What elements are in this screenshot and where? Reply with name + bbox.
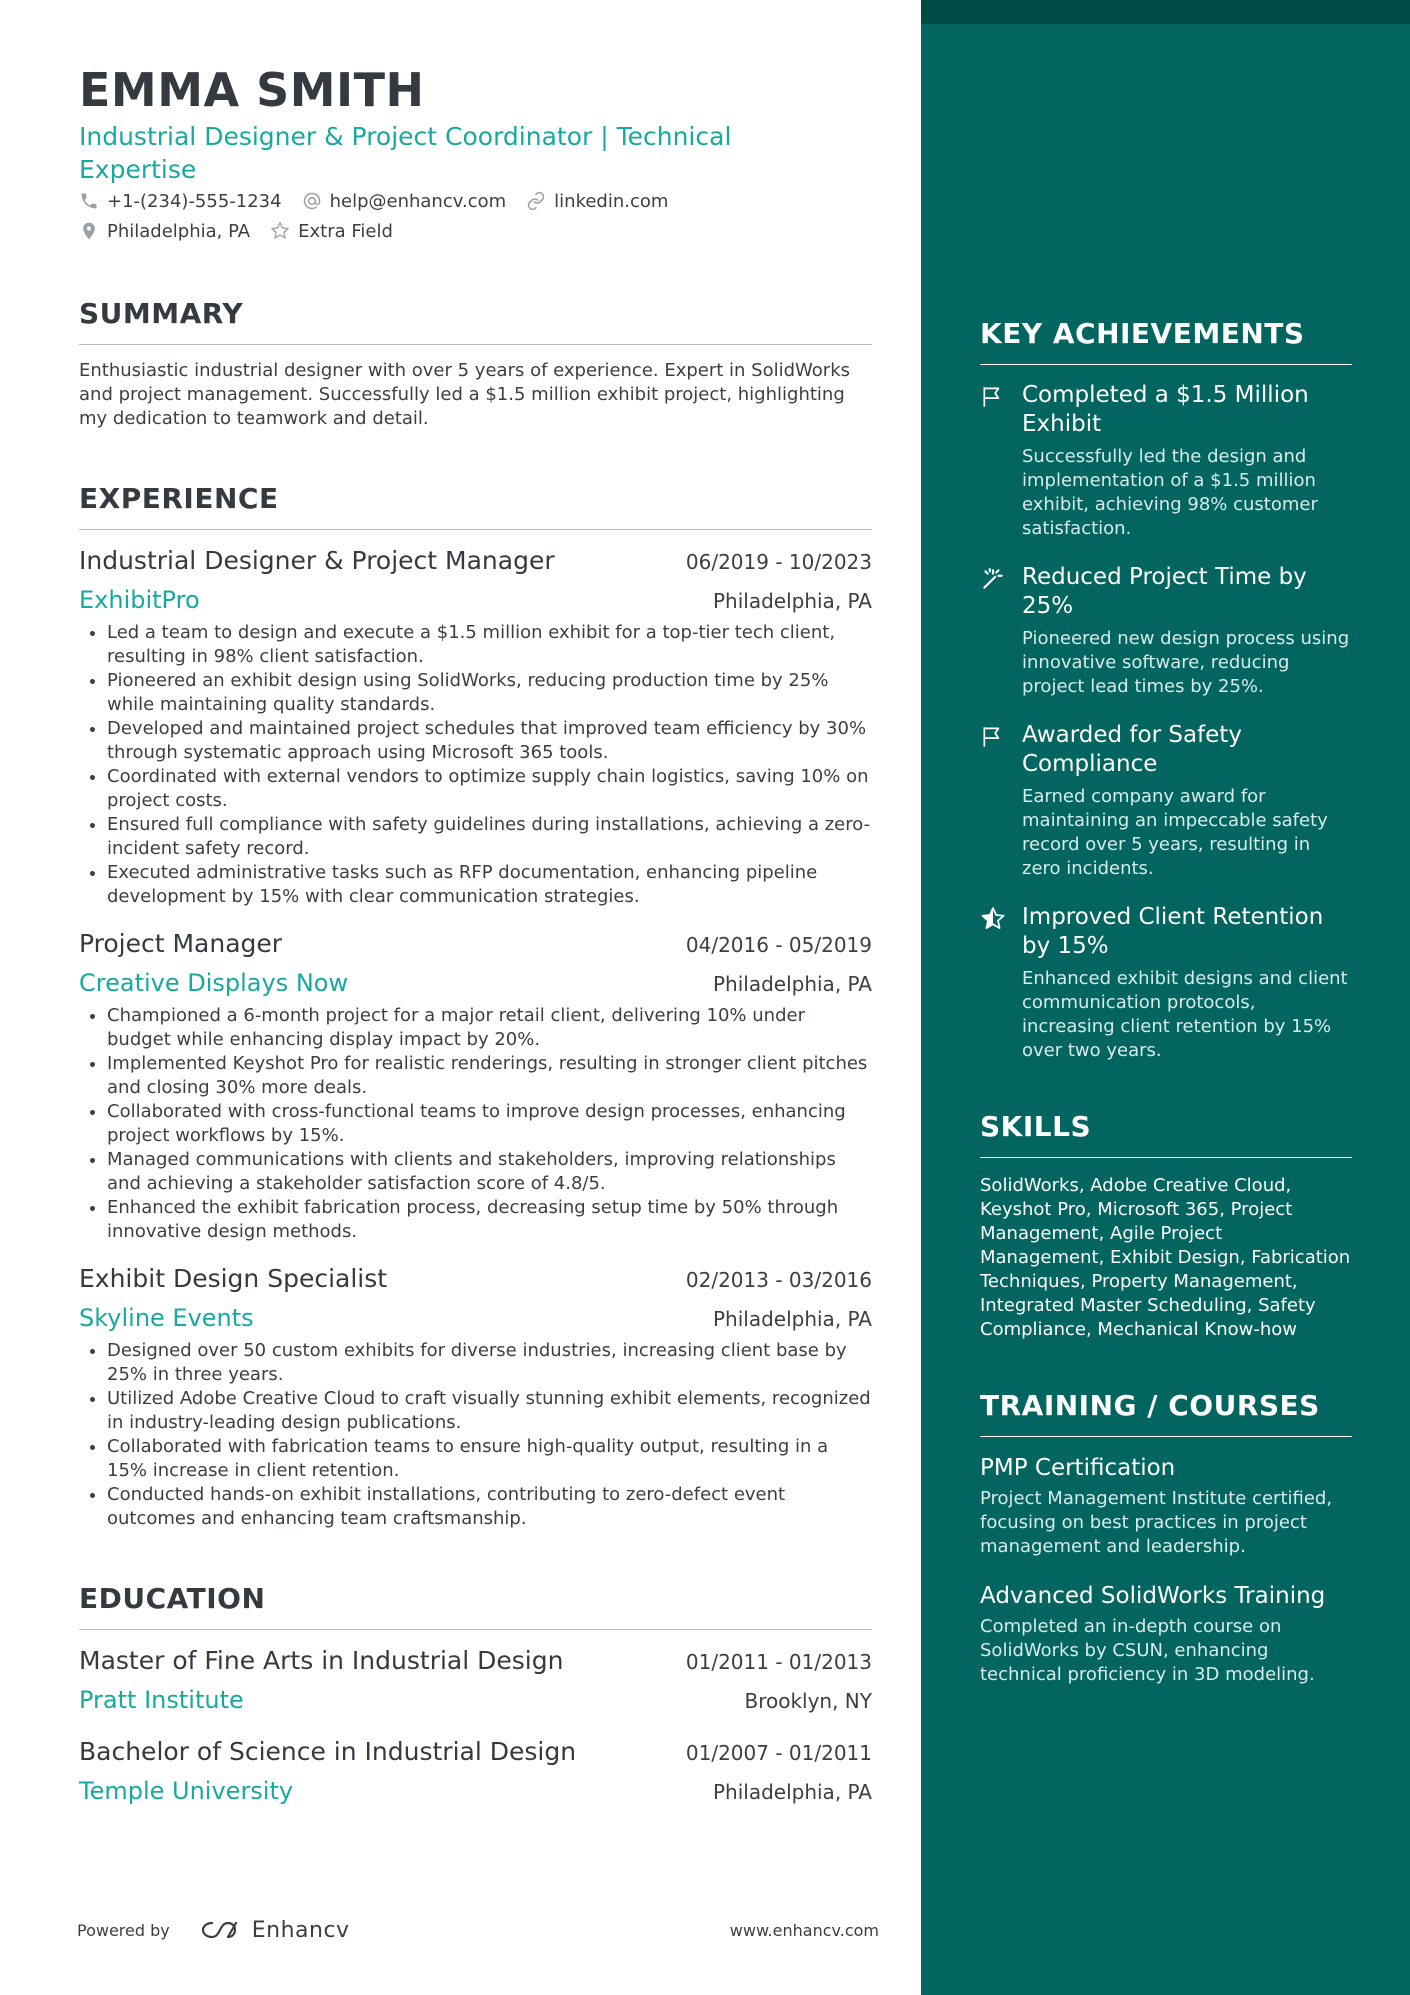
link-text: linkedin.com [554, 190, 669, 212]
school-name: Pratt Institute [79, 1686, 244, 1714]
enhancv-logo-icon [196, 1917, 244, 1943]
link-icon [526, 191, 546, 211]
key-achievements-section [980, 316, 1352, 1063]
job-bullet: • Collaborated with cross-functional teams to improve design processes, enhancing project workflows by 15%. [107, 1100, 872, 1148]
job-entry [79, 544, 872, 909]
skills-section [980, 1109, 1352, 1342]
education-entry [79, 1735, 872, 1808]
email-text: help@enhancv.com [329, 190, 507, 212]
contact-phone[interactable] [79, 191, 282, 212]
achievement-description: Earned company award for maintaining an impeccable safety record over 5 years, resulting in zero incidents. [1022, 786, 1328, 879]
course-title: PMP Certification [980, 1455, 1176, 1481]
achievement-title: Reduced Project Time by 25% [1022, 564, 1307, 619]
phone-icon [79, 191, 99, 211]
job-bullet: • Executed administrative tasks such as RFP documentation, enhancing pipeline development by 15% with clear communication strategies. [107, 861, 872, 909]
job-bullet: • Led a team to design and execute a $1.5 million exhibit for a top-tier tech client, resulting in 98% client satisfaction. [107, 621, 872, 669]
job-bullets [79, 1004, 872, 1244]
job-bullet: • Coordinated with external vendors to optimize supply chain logistics, saving 10% on project costs. [107, 765, 872, 813]
job-title: Industrial Designer & Project Manager [79, 546, 555, 575]
summary-section [79, 296, 872, 431]
degree: Master of Fine Arts in Industrial Design [79, 1646, 564, 1675]
sidebar [921, 0, 1410, 1995]
summary-title: SUMMARY [79, 296, 872, 345]
education-location: Brooklyn, NY [744, 1689, 872, 1713]
education-date: 01/2011 - 01/2013 [685, 1650, 872, 1674]
sidebar-content [980, 316, 1352, 1687]
education-title: EDUCATION [79, 1581, 872, 1630]
candidate-name: EMMA SMITH [79, 63, 425, 117]
education-section [79, 1581, 872, 1808]
job-date: 02/2013 - 03/2016 [685, 1268, 872, 1292]
company-name: Skyline Events [79, 1304, 254, 1332]
enhancv-brand: Enhancv [251, 1917, 350, 1943]
job-bullet: • Utilized Adobe Creative Cloud to craft visually stunning exhibit elements, recognized in industry-leading design publications. [107, 1387, 872, 1435]
candidate-headline: Industrial Designer & Project Coordinator | Technical Expertise [79, 122, 732, 184]
flag-icon [980, 721, 1008, 752]
education-entry [79, 1644, 872, 1717]
job-date: 06/2019 - 10/2023 [685, 550, 872, 574]
education-date: 01/2007 - 01/2011 [685, 1741, 872, 1765]
degree: Bachelor of Science in Industrial Design [79, 1737, 577, 1766]
job-location: Philadelphia, PA [712, 589, 872, 613]
job-bullet: • Collaborated with fabrication teams to ensure high-quality output, resulting in a 15% increase in client retention. [107, 1435, 872, 1483]
contact-extra [270, 221, 393, 242]
course-description: Completed an in-depth course on SolidWorks by CSUN, enhancing technical proficiency in 3D modeling. [980, 1616, 1315, 1685]
skills-list: SolidWorks, Adobe Creative Cloud, Keyshot Pro, Microsoft 365, Project Management, Agile Project Management, Exhibit Design, Fabrication Techniques, Property Management, Integrated Master Scheduling, Safety Compliance, Mechanical Know-how [980, 1175, 1351, 1340]
skills-title: SKILLS [980, 1109, 1352, 1158]
job-title: Exhibit Design Specialist [79, 1264, 388, 1293]
job-bullet: • Ensured full compliance with safety guidelines during installations, achieving a zero-incident safety record. [107, 813, 872, 861]
training-title: TRAINING / COURSES [980, 1388, 1352, 1437]
job-bullet: • Developed and maintained project schedules that improved team efficiency by 30% through systematic approach using Microsoft 365 tools. [107, 717, 872, 765]
achievement-title: Awarded for Safety Compliance [1022, 722, 1242, 777]
course-title: Advanced SolidWorks Training [980, 1583, 1326, 1609]
course-description: Project Management Institute certified, focusing on best practices in project management and leadership. [980, 1488, 1333, 1557]
magic-wand-icon [980, 563, 1008, 594]
contact-link[interactable] [526, 191, 668, 212]
training-section [980, 1388, 1352, 1687]
job-bullet: • Conducted hands-on exhibit installations, contributing to zero-defect event outcomes and enhancing team craftsmanship. [107, 1483, 872, 1531]
company-name: Creative Displays Now [79, 969, 349, 997]
website-link[interactable]: www.enhancv.com [729, 1920, 879, 1940]
experience-title: EXPERIENCE [79, 481, 872, 530]
course-item [980, 1581, 1352, 1687]
star-icon [270, 221, 290, 241]
job-bullet: • Designed over 50 custom exhibits for diverse industries, increasing client base by 25% in three years. [107, 1339, 872, 1387]
contact-location [79, 221, 250, 242]
education-location: Philadelphia, PA [712, 1780, 872, 1804]
summary-text: Enthusiastic industrial designer with over 5 years of experience. Expert in SolidWorks and project management. Successfully led a $1.5 million exhibit project, highlighting my dedication to teamwork and detail. [79, 360, 851, 429]
location-pin-icon [79, 221, 99, 241]
phone-text: +1-(234)-555-1234 [107, 190, 282, 212]
contact-row [79, 216, 872, 246]
main-column [79, 62, 872, 1808]
achievement-title: Improved Client Retention by 15% [1022, 904, 1324, 959]
job-title: Project Manager [79, 929, 283, 958]
job-bullet: • Implemented Keyshot Pro for realistic renderings, resulting in stronger client pitches and closing 30% more deals. [107, 1052, 872, 1100]
achievement-description: Pioneered new design process using innovative software, reducing project lead times by 25%. [1022, 628, 1350, 697]
job-bullets [79, 621, 872, 909]
job-location: Philadelphia, PA [712, 1307, 872, 1331]
achievement-description: Enhanced exhibit designs and client communication protocols, increasing client retention by 15% over two years. [1022, 968, 1348, 1061]
achievement-item [980, 381, 1352, 541]
achievement-title: Completed a $1.5 Million Exhibit [1022, 382, 1309, 437]
achievement-item [980, 563, 1352, 699]
job-entry [79, 1262, 872, 1531]
achievement-item [980, 721, 1352, 881]
job-bullet: • Managed communications with clients and stakeholders, improving relationships and achieving a stakeholder satisfaction score of 4.8/5. [107, 1148, 872, 1196]
contact-email[interactable] [302, 191, 507, 212]
experience-section [79, 481, 872, 1531]
job-bullet: • Championed a 6-month project for a major retail client, delivering 10% under budget while enhancing display impact by 20%. [107, 1004, 872, 1052]
contact-row [79, 186, 872, 216]
achievement-item [980, 903, 1352, 1063]
footer [77, 1913, 879, 1947]
job-location: Philadelphia, PA [712, 972, 872, 996]
job-entry [79, 927, 872, 1244]
extra-field-text: Extra Field [298, 220, 393, 242]
at-icon [302, 191, 322, 211]
powered-by-text: Powered by [77, 1920, 170, 1940]
key-achievements-title: KEY ACHIEVEMENTS [980, 316, 1352, 365]
job-date: 04/2016 - 05/2019 [685, 933, 872, 957]
powered-by [77, 1917, 350, 1943]
course-item [980, 1453, 1352, 1559]
achievement-description: Successfully led the design and implementation of a $1.5 million exhibit, achieving 98% customer satisfaction. [1022, 446, 1318, 539]
location-text: Philadelphia, PA [107, 220, 251, 242]
job-bullets [79, 1339, 872, 1531]
sidebar-top-band [921, 0, 1410, 24]
company-name: ExhibitPro [79, 586, 200, 614]
half-star-icon [980, 903, 1008, 934]
school-name: Temple University [79, 1777, 294, 1805]
flag-icon [980, 381, 1008, 412]
job-bullet: • Enhanced the exhibit fabrication process, decreasing setup time by 50% through innovative design methods. [107, 1196, 872, 1244]
job-bullet: • Pioneered an exhibit design using SolidWorks, reducing production time by 25% while maintaining quality standards. [107, 669, 872, 717]
